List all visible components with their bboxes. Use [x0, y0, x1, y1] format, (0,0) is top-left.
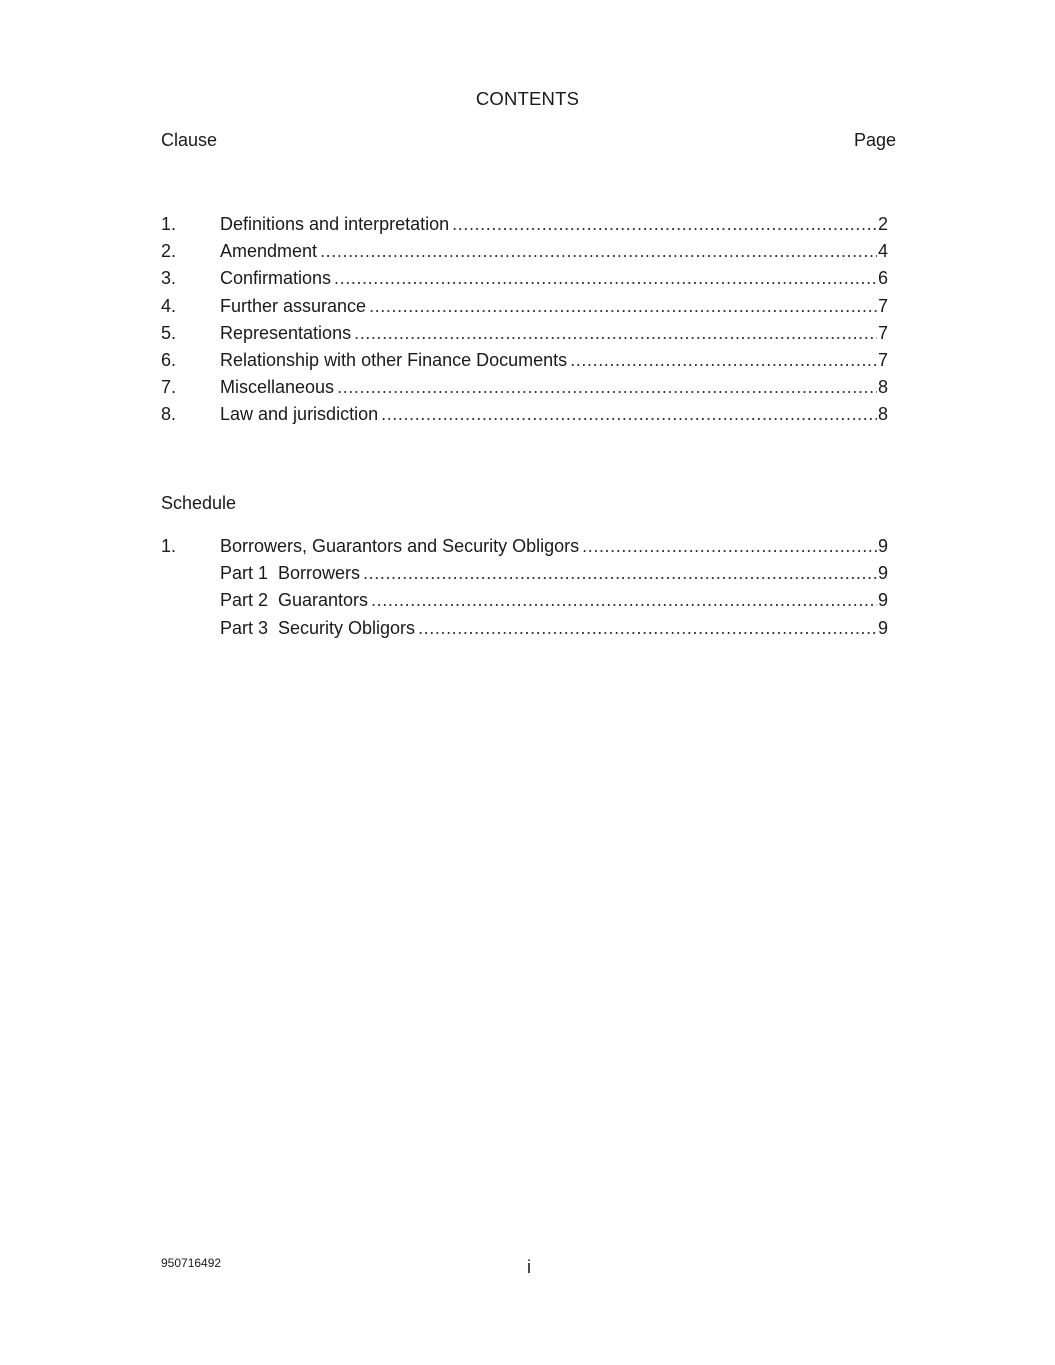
dot-leader [334, 266, 877, 290]
toc-entry-clause-2[interactable] [161, 239, 888, 266]
clause-title: Miscellaneous [220, 377, 335, 398]
dot-leader [381, 402, 877, 426]
clause-number: 1. [161, 214, 177, 234]
part-title: Security Obligors [278, 617, 416, 638]
part-title: Borrowers [278, 563, 361, 584]
clause-title: Law and jurisdiction [220, 404, 379, 425]
clause-number: 8. [161, 404, 177, 425]
clause-number: 6. [161, 349, 177, 370]
dot-leader [369, 294, 877, 318]
contents-title: CONTENTS [475, 88, 580, 109]
clause-number: 5. [161, 322, 177, 343]
toc-entry-clause-1[interactable] [161, 212, 888, 239]
dot-leader [371, 588, 877, 612]
part-label: Part 3 [220, 617, 269, 638]
toc-entry-clause-5[interactable] [161, 321, 888, 348]
toc-entry-schedule-1-part-1[interactable] [161, 561, 888, 588]
toc-entry-schedule-1-part-2[interactable] [161, 588, 888, 615]
part-label: Part 2 [220, 590, 269, 611]
clause-number: 7. [161, 377, 177, 398]
clause-number: 2. [161, 241, 177, 262]
schedule-title: Borrowers, Guarantors and Security Obligors [220, 536, 580, 556]
clause-page-number: 8 [877, 404, 888, 425]
clause-number: 4. [161, 295, 177, 316]
toc-entry-schedule-1-part-3[interactable] [161, 616, 888, 643]
toc-entry-clause-8[interactable] [161, 402, 888, 429]
schedule-page-number: 9 [877, 536, 888, 556]
dot-leader [582, 534, 877, 558]
clause-title: Definitions and interpretation [220, 214, 450, 234]
part-page-number: 9 [877, 563, 888, 584]
part-page-number: 9 [877, 590, 888, 611]
clause-page-number: 7 [877, 349, 888, 370]
clauses-toc [161, 212, 888, 430]
footer-page-number: i [527, 1257, 531, 1277]
part-page-number: 9 [877, 617, 888, 638]
toc-entry-clause-3[interactable] [161, 266, 888, 293]
clause-title: Further assurance [220, 295, 367, 316]
clause-title: Confirmations [220, 268, 332, 289]
page-column-header: Page [854, 130, 897, 150]
clause-title: Representations [220, 322, 352, 343]
clause-page-number: 2 [877, 214, 888, 234]
dot-leader [337, 375, 877, 399]
document-reference: 950716492 [161, 1256, 222, 1270]
toc-entry-clause-6[interactable] [161, 348, 888, 375]
toc-entry-schedule-1[interactable] [161, 534, 888, 561]
dot-leader [363, 561, 877, 585]
schedules-toc [161, 534, 888, 643]
dot-leader [320, 239, 877, 263]
clause-page-number: 7 [877, 295, 888, 316]
dot-leader [570, 348, 877, 372]
part-title: Guarantors [278, 590, 369, 611]
clause-page-number: 8 [877, 377, 888, 398]
clause-page-number: 4 [877, 241, 888, 262]
schedule-number: 1. [161, 536, 177, 556]
clause-title: Amendment [220, 241, 318, 262]
schedule-heading: Schedule [161, 493, 237, 513]
toc-entry-clause-7[interactable] [161, 375, 888, 402]
dot-leader [354, 321, 877, 345]
toc-entry-clause-4[interactable] [161, 294, 888, 321]
dot-leader [452, 212, 877, 236]
clause-page-number: 6 [877, 268, 888, 289]
clause-column-header: Clause [161, 130, 218, 150]
clause-number: 3. [161, 268, 177, 289]
part-label: Part 1 [220, 563, 269, 584]
clause-title: Relationship with other Finance Documents [220, 349, 568, 370]
dot-leader [418, 616, 877, 640]
clause-page-number: 7 [877, 322, 888, 343]
